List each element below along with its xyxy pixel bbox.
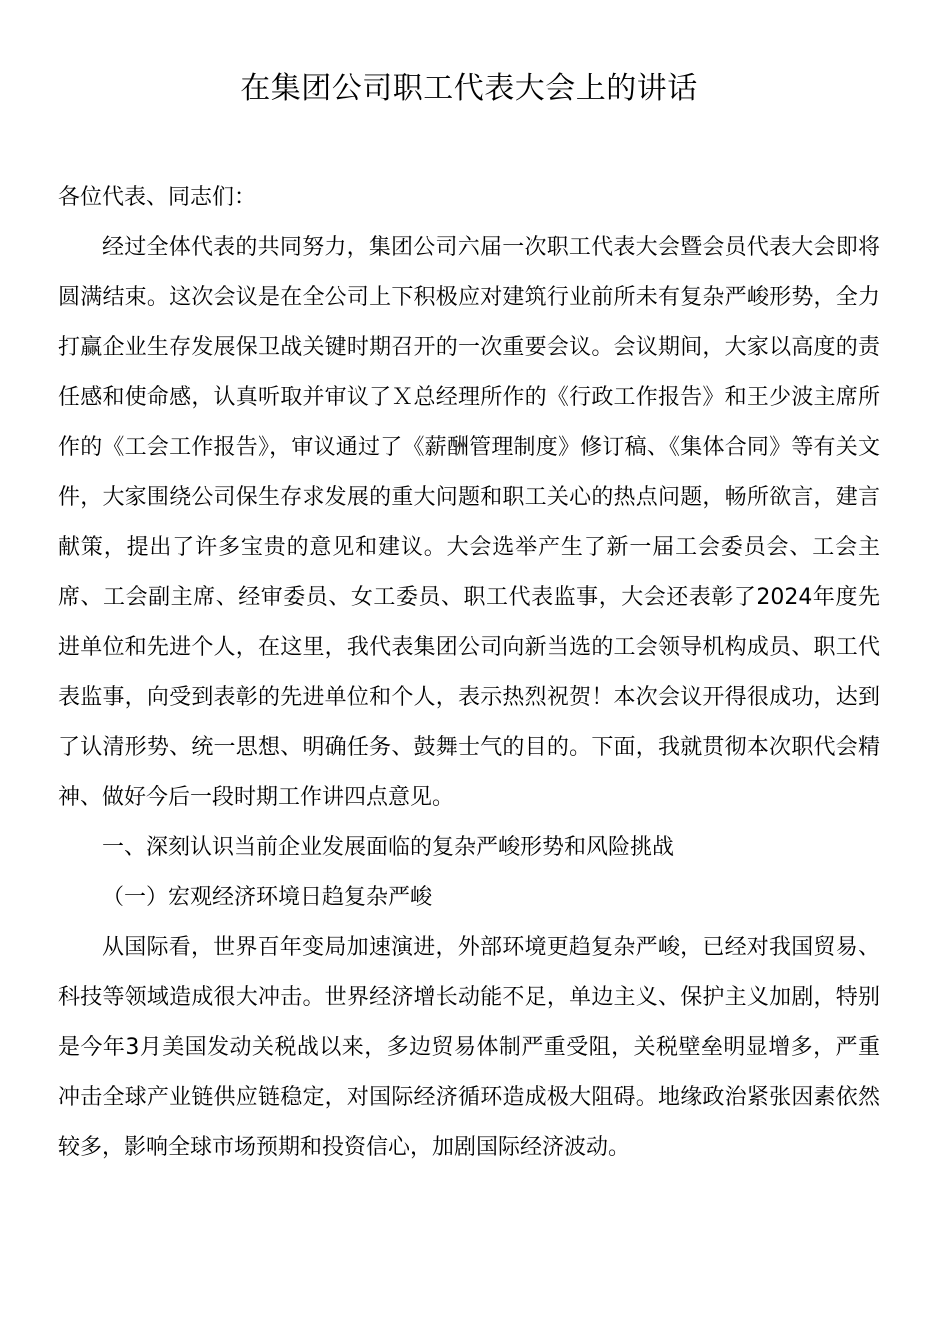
subsection-heading-1: （一）宏观经济环境日趋复杂严峻 [102, 885, 433, 910]
greeting: 各位代表、同志们： [58, 185, 257, 210]
paragraph-international: 从国际看，世界百年变局加速演进，外部环境更趋复杂严峻，已经对我国贸易、科技等领域造成很大冲击。世界经济增长动能不足，单边主义、保护主义加剧，特别是今年3月美国发动关税战以来，多边贸易体制严重受阻，关税壁垒明显增多，严重冲击全球产业链供应链稳定，对国际经济循环造成极大阻碍。地缘政治紧张因素依然较多，影响全球市场预期和投资信心，加剧国际经济波动。 [58, 935, 880, 1160]
paragraph-opening: 经过全体代表的共同努力，集团公司六届一次职工代表大会暨会员代表大会即将圆满结束。这次会议是在全公司上下积极应对建筑行业前所未有复杂严峻形势，全力打赢企业生存发展保卫战关键时期召开的一次重要会议。会议期间，大家以高度的责任感和使命感，认真听取并审议了Ｘ总经理所作的《行政工作报告》和王少波主席所作的《工会工作报告》，审议通过了《薪酬管理制度》修订稿、《集体合同》等有关文件，大家围绕公司保生存求发展的重大问题和职工关心的热点问题，畅所欲言，建言献策，提出了许多宝贵的意见和建议。大会选举产生了新一届工会委员会、工会主席、工会副主席、经审委员、女工委员、职工代表监事，大会还表彰了2024年度先进单位和先进个人，在这里，我代表集团公司向新当选的工会领导机构成员、职工代表监事，向受到表彰的先进单位和个人，表示热烈祝贺！本次会议开得很成功，达到了认清形势、统一思想、明确任务、鼓舞士气的目的。下面，我就贯彻本次职代会精神、做好今后一段时期工作讲四点意见。 [58, 235, 880, 810]
document-title: 在集团公司职工代表大会上的讲话 [240, 71, 698, 106]
document-page [58, 64, 880, 1173]
section-heading-1: 一、深刻认识当前企业发展面临的复杂严峻形势和风险挑战 [102, 835, 675, 860]
